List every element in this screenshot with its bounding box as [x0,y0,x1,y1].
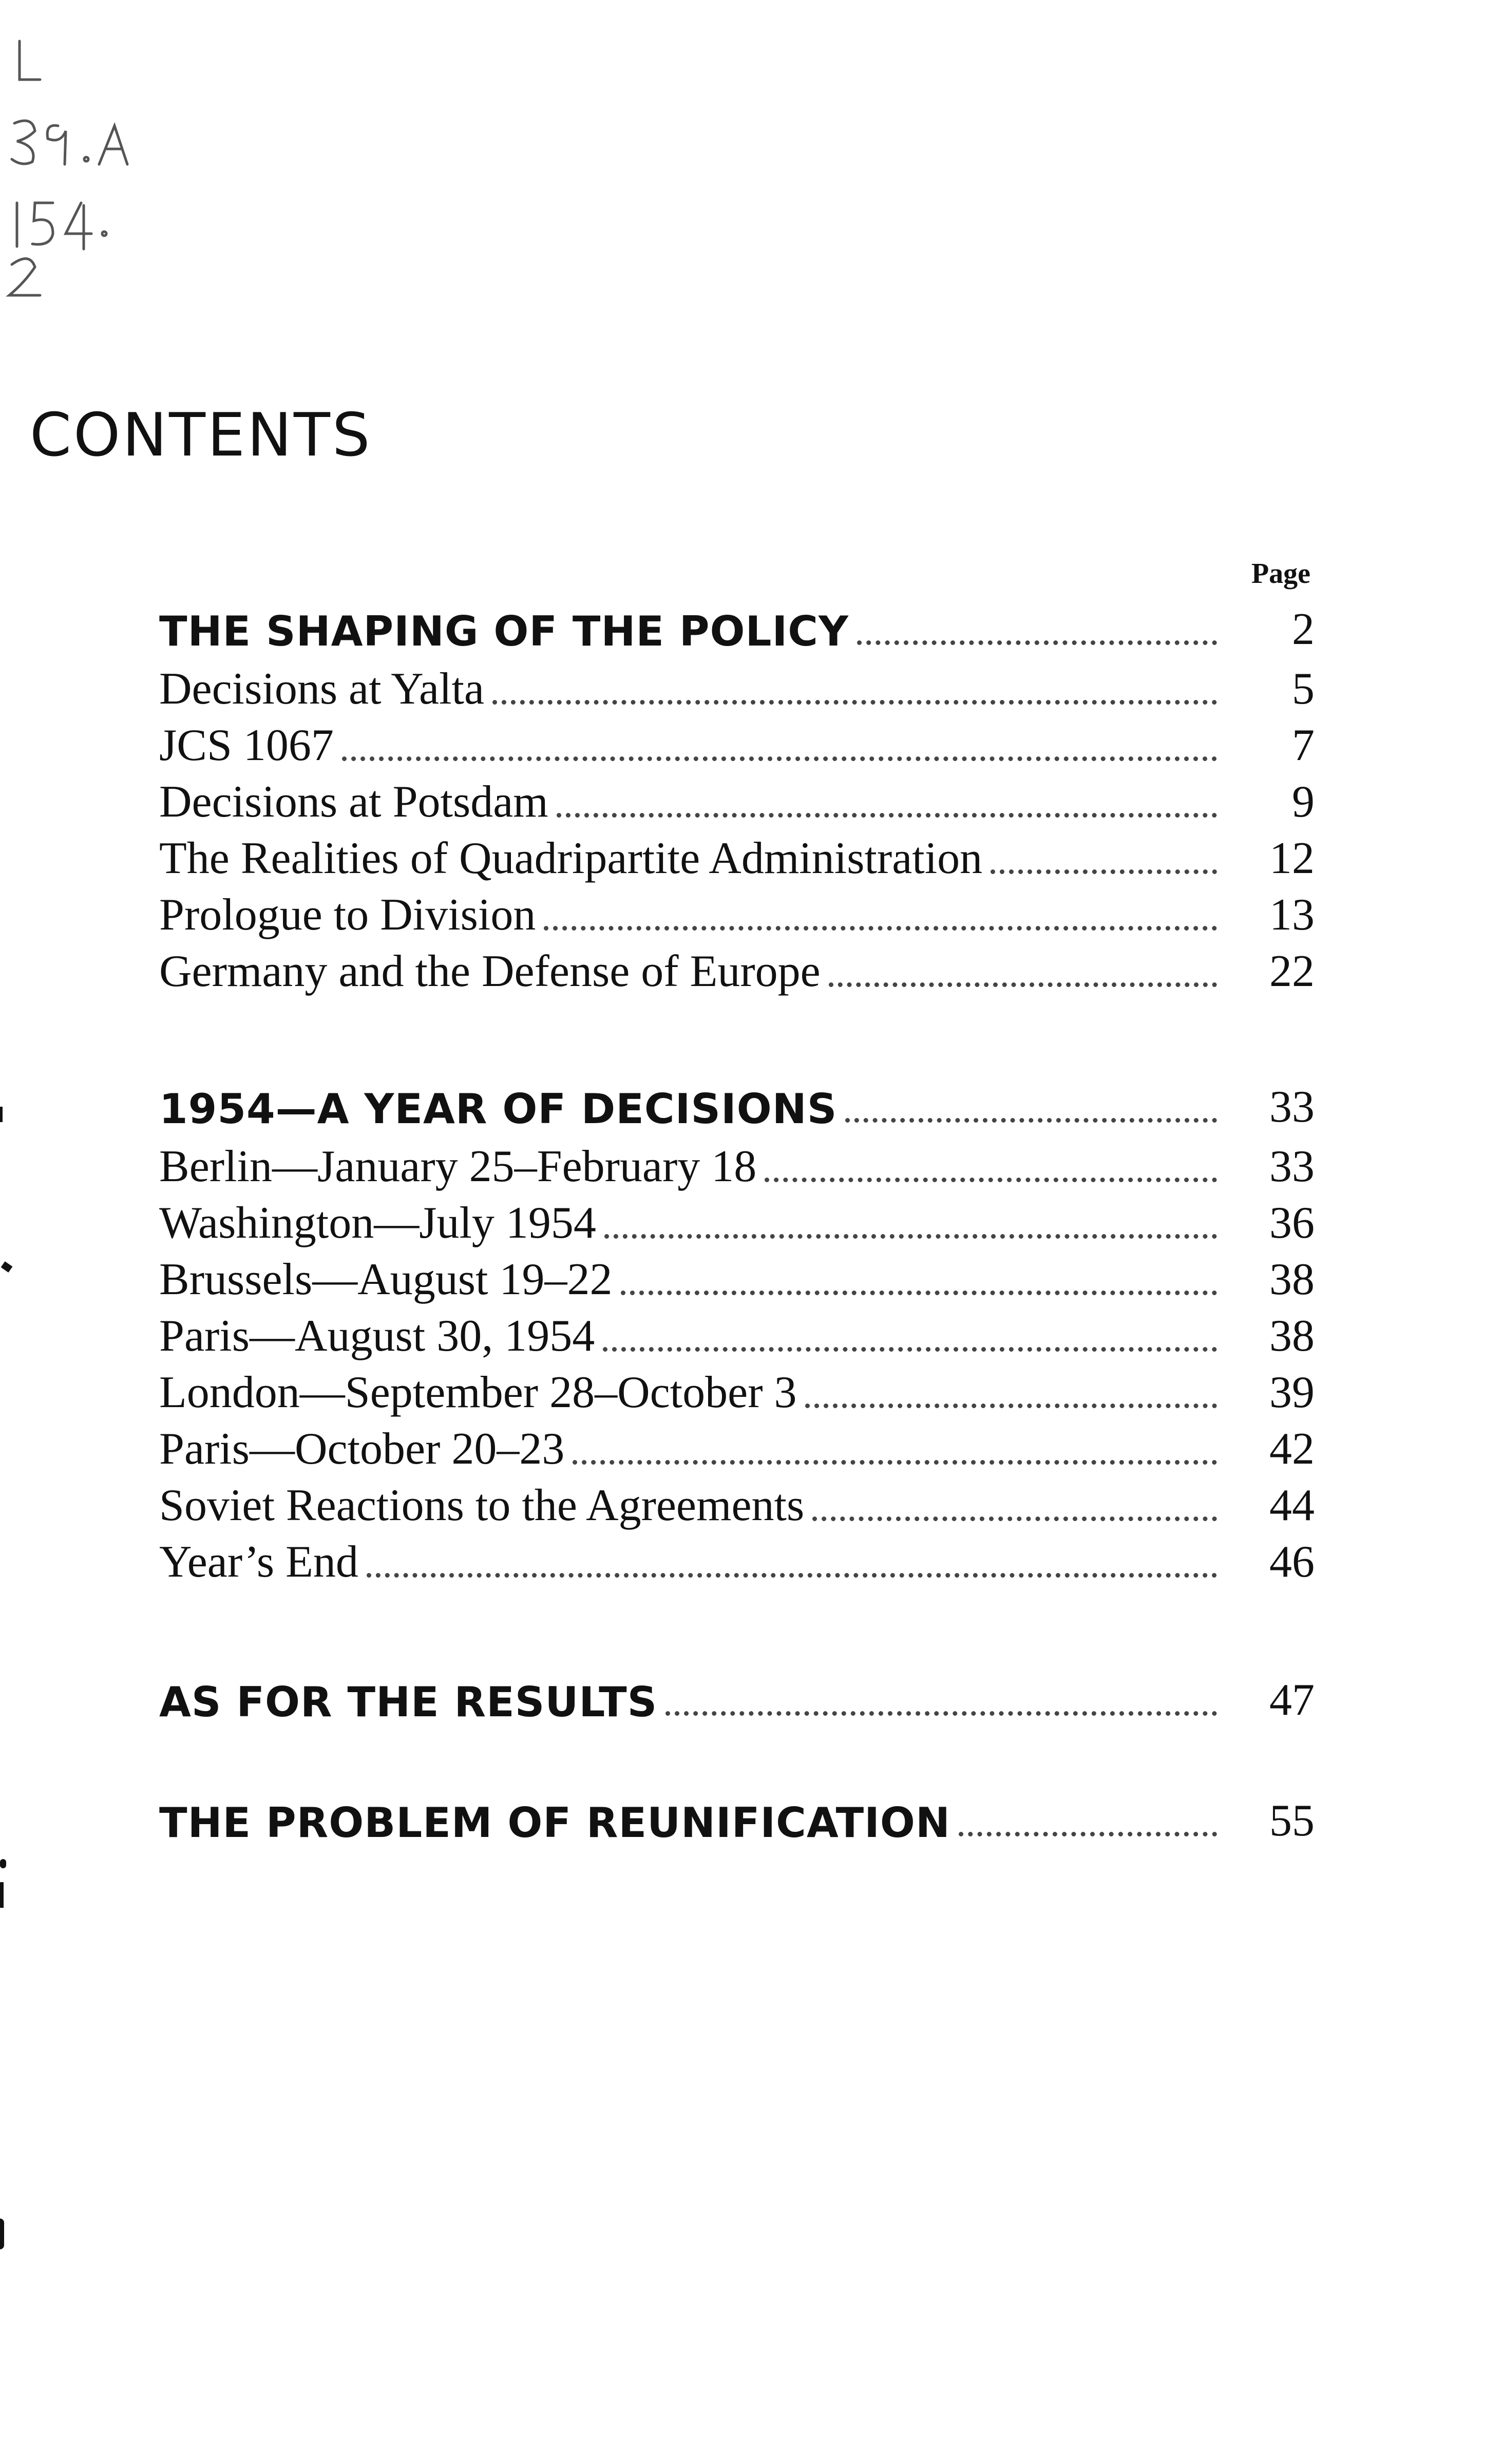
dot-leader [829,982,1217,987]
dot-leader [342,756,1217,761]
page-number: 55 [1269,1796,1315,1846]
entry-title: Decisions at Potsdam [159,777,548,827]
toc-section-heading [159,1666,1315,1726]
page-column-label: Page [1251,558,1310,590]
entry-title: Paris—August 30, 1954 [159,1311,595,1361]
section-title: 1954—A YEAR OF DECISIONS [159,1085,838,1133]
page-number: 7 [1292,721,1315,770]
toc-entry [159,1528,1315,1585]
page-number: 12 [1269,833,1315,883]
toc-entry [159,1246,1315,1302]
toc-entry [159,1359,1315,1415]
section-title: AS FOR THE RESULTS [159,1678,658,1726]
dot-leader [812,1517,1217,1521]
dot-leader [991,869,1217,874]
page-number: 39 [1269,1368,1315,1417]
dot-leader [573,1460,1217,1465]
page-number: 33 [1269,1082,1315,1132]
page-number: 46 [1269,1537,1315,1587]
entry-title: Berlin—January 25–February 18 [159,1142,757,1191]
entry-title: Prologue to Division [159,890,536,940]
dot-leader [959,1832,1217,1836]
dot-leader [665,1711,1217,1716]
scan-mark [0,1107,3,1122]
handwritten-call-number [4,31,138,298]
dot-leader [492,700,1217,705]
toc-entry [159,881,1315,938]
page-number: 2 [1292,604,1315,654]
toc-section-heading [159,596,1315,655]
page-number: 38 [1269,1311,1315,1361]
dot-leader [367,1573,1217,1578]
entry-title: The Realities of Quadripartite Administration [159,833,983,883]
page-number: 22 [1269,946,1315,996]
entry-title: Germany and the Defense of Europe [159,946,821,996]
page-number: 13 [1269,890,1315,940]
toc-entry [159,768,1315,825]
toc-section-heading [159,1073,1315,1133]
toc-entry [159,938,1315,994]
toc-entry [159,1133,1315,1189]
page-number: 44 [1269,1481,1315,1530]
page-title: CONTENTS [30,401,372,470]
section-title: THE SHAPING OF THE POLICY [159,608,849,655]
entry-title: Brussels—August 19–22 [159,1255,613,1304]
toc-entry [159,1302,1315,1359]
toc-entry [159,655,1315,712]
scan-mark [0,1859,6,1868]
dot-leader [765,1178,1217,1182]
scan-mark [1,1261,13,1273]
dot-leader [544,926,1217,931]
entry-title: JCS 1067 [159,721,334,770]
scan-mark [0,2219,4,2249]
entry-title: Decisions at Yalta [159,664,485,714]
toc-entry [159,1189,1315,1246]
dot-leader [604,1234,1217,1239]
dot-leader [557,813,1217,818]
dot-leader [621,1291,1217,1295]
toc-entry [159,1415,1315,1472]
page-number: 42 [1269,1424,1315,1474]
section-title: THE PROBLEM OF REUNIFICATION [159,1799,950,1847]
page-number: 38 [1269,1255,1315,1304]
toc-section-heading [159,1787,1315,1847]
dot-leader [857,640,1217,645]
page-number: 5 [1292,664,1315,714]
dot-leader [805,1404,1217,1408]
toc-entry [159,712,1315,768]
page-number: 9 [1292,777,1315,827]
entry-title: Paris—October 20–23 [159,1424,565,1474]
page-number: 36 [1269,1198,1315,1248]
entry-title: London—September 28–October 3 [159,1368,797,1417]
scan-mark [0,1882,4,1908]
entry-title: Washington—July 1954 [159,1198,596,1248]
dot-leader [603,1347,1217,1352]
page-number: 33 [1269,1142,1315,1191]
toc-entry [159,1472,1315,1528]
page-number: 47 [1269,1675,1315,1725]
entry-title: Year’s End [159,1537,358,1587]
entry-title: Soviet Reactions to the Agreements [159,1481,805,1530]
dot-leader [845,1118,1217,1123]
toc-entry [159,825,1315,881]
